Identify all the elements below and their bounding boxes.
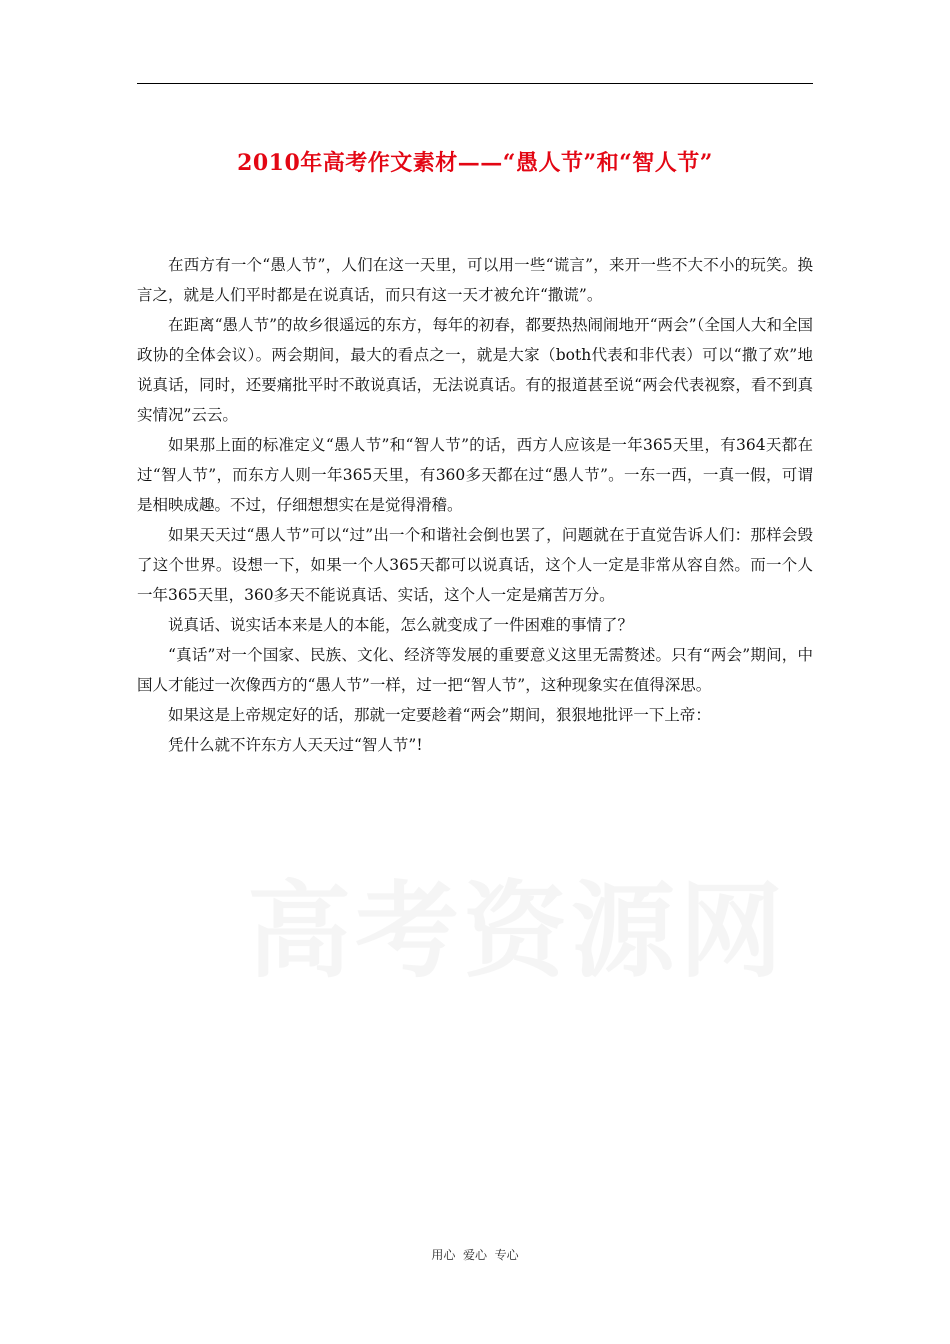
page-footer: 用心 爱心 专心 <box>431 1248 519 1262</box>
header-rule <box>137 83 813 84</box>
watermark-text <box>247 875 787 985</box>
document-title: 2010年高考作文素材——“愚人节”和“智人节” <box>237 149 713 176</box>
paragraph-5: 说真话、说实话本来是人的本能，怎么就变成了一件困难的事情了？ <box>168 616 634 634</box>
document-body <box>137 250 813 760</box>
paragraph-2: 在距离“愚人节”的故乡很遥远的东方，每年的初春，都要热热闹闹地开“两会”（全国人大和全国政协的全体会议）。两会期间，最大的看点之一，就是大家（both代表和非代表）可以“撒了欢”地说真话，同时，还要痛批平时不敢说真话，无法说真话。有的报道甚至说“两会代表视察，看不到真实情况”云云。 <box>137 316 813 424</box>
paragraph-6: “真话”对一个国家、民族、文化、经济等发展的重要意义这里无需赘述。只有“两会”期间，中国人才能过一次像西方的“愚人节”一样，过一把“智人节”，这种现象实在值得深思。 <box>137 646 813 694</box>
paragraph-7: 如果这是上帝规定好的话，那就一定要趁着“两会”期间，狠狠地批评一下上帝： <box>168 706 711 724</box>
watermark-logo <box>232 875 802 985</box>
paragraph-8: 凭什么就不许东方人天天过“智人节”! <box>168 736 423 754</box>
paragraph-4: 如果天天过“愚人节”可以“过”出一个和谐社会倒也罢了，问题就在于直觉告诉人们：那样会毁了这个世界。设想一下，如果一个人365天都可以说真话，这个人一定是非常从容自然。而一个人一年365天里，360多天不能说真话、实话，这个人一定是痛苦万分。 <box>137 526 813 604</box>
paragraph-1: 在西方有一个“愚人节”，人们在这一天里，可以用一些“谎言”，来开一些不大不小的玩笑。换言之，就是人们平时都是在说真话，而只有这一天才被允许“撒谎”。 <box>137 256 813 304</box>
paragraph-3: 如果那上面的标准定义“愚人节”和“智人节”的话，西方人应该是一年365天里，有364天都在过“智人节”，而东方人则一年365天里，有360多天都在过“愚人节”。一东一西，一真一假，可谓是相映成趣。不过，仔细想想实在是觉得滑稽。 <box>137 436 813 514</box>
